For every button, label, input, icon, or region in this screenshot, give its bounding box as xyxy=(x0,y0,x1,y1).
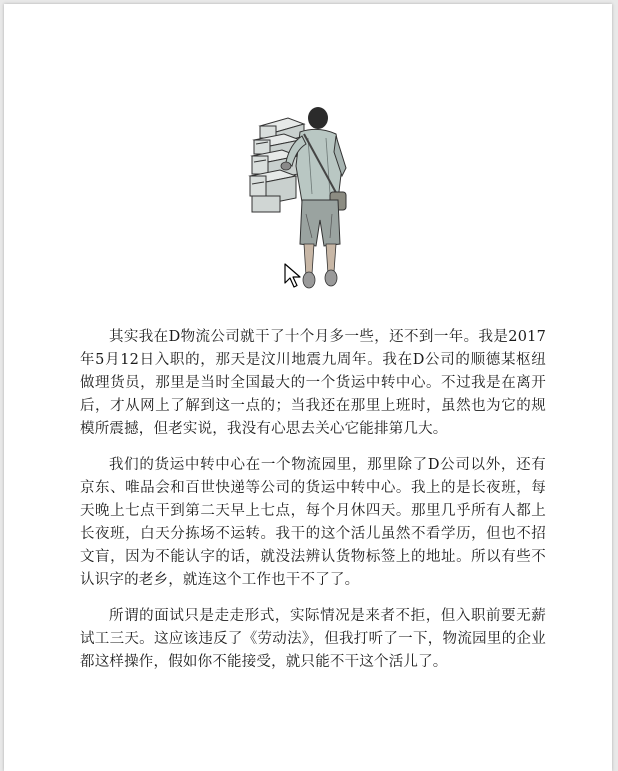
document-page xyxy=(4,4,612,771)
paragraph-1: 其实我在D物流公司就干了十个月多一些，还不到一年。我是2017年5月12日入职的，那天是汶川地震九周年。我在D公司的顺德某枢纽做理货员，那里是当时全国最大的一个货运中转中心。不过我是在离开后，才从网上了解到这一点的；当我还在那里上班时，虽然也为它的规模所震撼，但老实说，我没有心思去关心它能排第几大。 xyxy=(80,329,546,437)
paragraph-2: 我们的货运中转中心在一个物流园里，那里除了D公司以外，还有京东、唯品会和百世快递等公司的货运中转中心。我上的是长夜班，每天晚上七点干到第二天早上七点，每个月休四天。那里几乎所有人都上长夜班，白天分拣场不运转。我干的这个活儿虽然不看学历，但也不招文盲，因为不能认字的话，就没法辨认货物标签上的地址。所以有些不认识字的老乡，就连这个工作也干不了了。 xyxy=(80,457,546,588)
paragraph-3: 所谓的面试只是走走形式，实际情况是来者不拒，但入职前要无薪试工三天。这应该违反了《劳动法》，但我打听了一下，物流园里的企业都这样操作，假如你不能接受，就只能不干这个活儿了。 xyxy=(80,608,546,670)
mouse-pointer-icon xyxy=(284,263,302,289)
worker-head xyxy=(308,107,328,129)
article-body xyxy=(80,326,546,687)
worker-shorts xyxy=(300,200,340,246)
